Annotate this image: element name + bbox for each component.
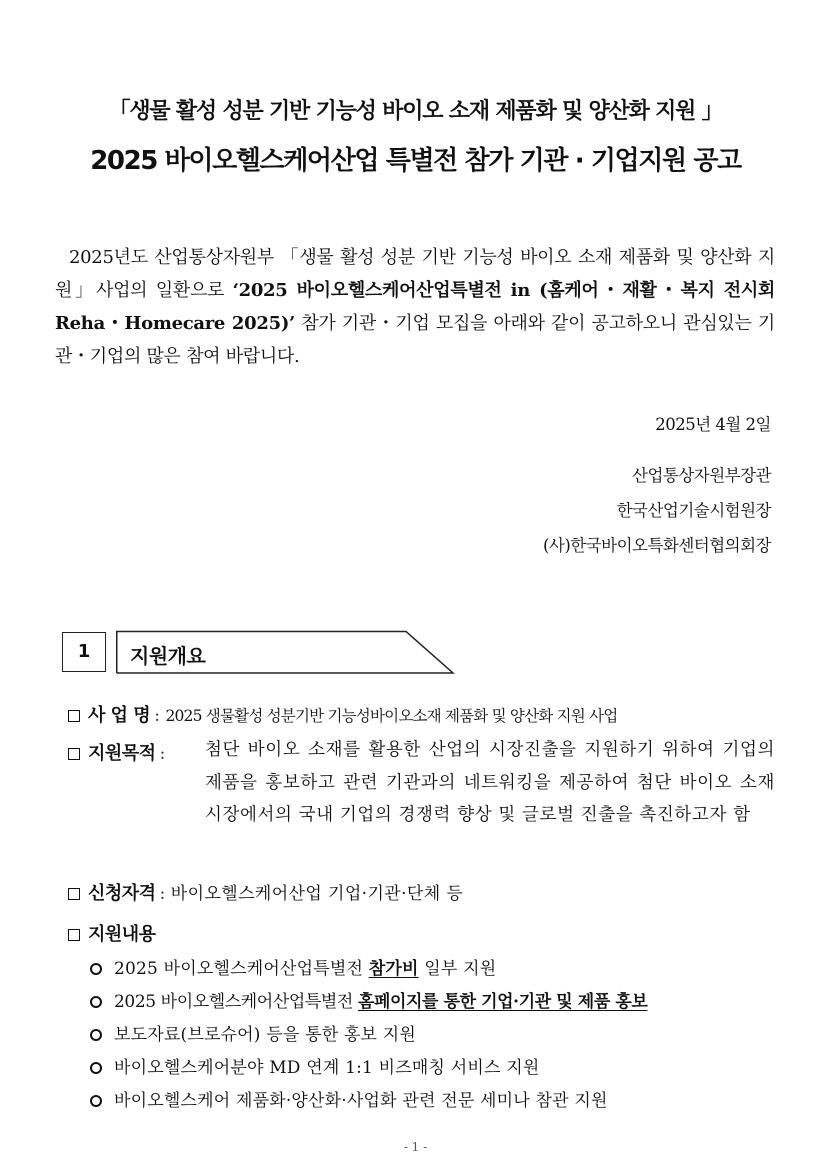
- support-bullet-4: 바이오헬스케어분야 MD 연계 1:1 비즈매칭 서비스 지원: [90, 1053, 539, 1078]
- emphasis-fee: 참가비: [368, 959, 419, 979]
- circle-bullet-icon: [90, 1029, 102, 1041]
- section-title: 지원개요: [130, 644, 206, 668]
- intro-text-end: 참가 기관・기업 모집을 아래와 같이 공고하오니 관심있는 기관・기업의 많은 참여 바랍니다.: [55, 313, 775, 367]
- signatory-3: (사)한국바이오특화센터협의회장: [542, 536, 771, 555]
- purpose-label: 지원목적: [88, 743, 156, 764]
- purpose-value: 첨단 바이오 소재를 활용한 산업의 시장진출을 지원하기 위하여 기업의 제품을 홍보하고 관련 기관과의 네트워킹을 제공하여 첨단 바이오 소재 시장에서의 국내 기업의 경쟁력 향상 및 글로벌 진출을 촉진하고자 함: [205, 740, 775, 825]
- intro-paragraph: [55, 241, 775, 373]
- intro-text-start: 2025년도 산업통상자원부 「생물 활성 성분 기반 기능성 바이오 소재 제품화 및 양산화 지원」사업의 일환으로: [55, 247, 775, 301]
- circle-bullet-icon: [90, 1095, 102, 1107]
- checkbox-square-icon: [68, 929, 80, 941]
- support-bullet-2: 2025 바이오헬스케어산업특별전 홈페이지를 통한 기업·기관 및 제품 홍보: [90, 987, 647, 1012]
- item-business-name: 사 업 명 : 2025 생물활성 성분기반 기능성바이오소재 제품화 및 양산화 지원 사업: [68, 701, 617, 727]
- intro-event-name: ‘2025 바이오헬스케어산업특별전 in (홈케어・재활・복지 전시회 Reha・Homecare 2025)’: [55, 280, 776, 334]
- document-title-line-1: 「생물 활성 성분 기반 기능성 바이오 소재 제품화 및 양산화 지원 」: [108, 99, 723, 124]
- circle-bullet-icon: [90, 996, 102, 1008]
- item-purpose: 지원목적 :: [68, 739, 171, 765]
- business-name-value: 2025 생물활성 성분기반 기능성바이오소재 제품화 및 양산화 지원 사업: [165, 707, 618, 725]
- section-number: 1: [62, 632, 106, 672]
- support-bullet-1: 2025 바이오헬스케어산업특별전 참가비 일부 지원: [90, 954, 496, 979]
- page-number: - 1 -: [403, 1140, 428, 1154]
- support-bullet-3: 보도자료(브로슈어) 등을 통한 홍보 지원: [90, 1020, 416, 1045]
- support-bullet-5: 바이오헬스케어 제품화·양산화·사업화 관련 전문 세미나 참관 지원: [90, 1086, 608, 1111]
- eligibility-label: 신청자격: [88, 883, 156, 904]
- item-eligibility: 신청자격 : 바이오헬스케어산업 기업·기관·단체 등: [68, 879, 463, 905]
- eligibility-value: 바이오헬스케어산업 기업·기관·단체 등: [170, 884, 464, 904]
- item-support: [68, 920, 156, 946]
- circle-bullet-icon: [90, 963, 102, 975]
- checkbox-square-icon: [68, 748, 80, 760]
- signatory-1: 산업통상자원부장관: [632, 466, 771, 485]
- business-name-label: 사 업 명: [88, 705, 151, 726]
- circle-bullet-icon: [90, 1062, 102, 1074]
- emphasis-homepage-promo: 홈페이지를 통한 기업·기관 및 제품 홍보: [357, 992, 648, 1012]
- announcement-date: 2025년 4월 2일: [655, 415, 771, 434]
- signatory-2: 한국산업기술시험원장: [616, 501, 771, 520]
- checkbox-square-icon: [68, 710, 80, 722]
- checkbox-square-icon: [68, 888, 80, 900]
- support-label: 지원내용: [88, 924, 156, 945]
- document-title-line-2: 2025 바이오헬스케어산업 특별전 참가 기관 · 기업지원 공고: [90, 146, 741, 176]
